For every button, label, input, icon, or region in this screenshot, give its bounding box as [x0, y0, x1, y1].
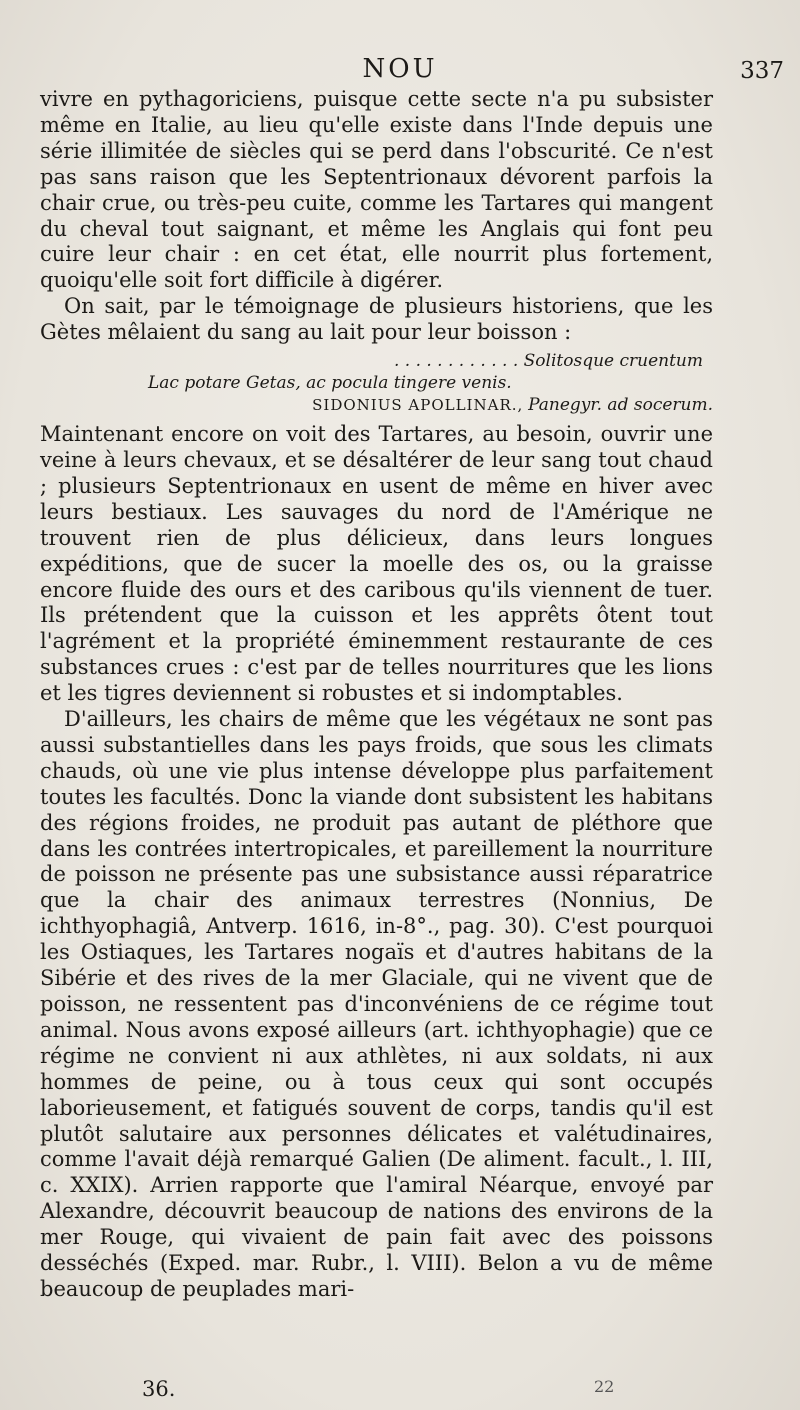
quote-author: SIDONIUS APOLLINAR.,	[312, 396, 524, 415]
running-head: NOU	[362, 54, 438, 84]
quote-line-2: Lac potare Getas, ac pocula tingere venis.	[148, 373, 512, 394]
body-text	[40, 87, 713, 1303]
page-number: 337	[740, 58, 784, 84]
paragraph-4: D'ailleurs, les chairs de même que les végétaux ne sont pas aussi substantielles dans les pays froids, que sous les climats chauds, où une vie plus intense développe plus parfaitement toutes les facultés. Donc la viande dont subsistent les habitans des régions froides, ne produit pas autant de pléthore que dans les contrées intertropicales, et pareillement la nourriture de poisson ne présente pas une subsistance aussi réparatrice que la chair des animaux terrestres (Nonnius, De ichthyophagiâ, Antverp. 1616, in-8°., pag. 30). C'est pourquoi les Ostiaques, les Tartares nogaïs et d'autres habitans de la Sibérie et des rives de la mer Glaciale, qui ne vivent que de poisson, ne ressentent pas d'inconvéniens de ce régime tout animal. Nous avons exposé ailleurs (art. ichthyophagie) que ce régime ne convient ni aux athlètes, ni aux soldats, ni aux hommes de peine, ou à tous ceux qui sont occupés laborieusement, et fatigués souvent de corps, tandis qu'il est plutôt salutaire aux personnes délicates et valétudinaires, comme l'avait déjà remarqué Galien (De aliment. facult., l. III, c. XXIX). Arrien rapporte que l'amiral Néarque, envoyé par Alexandre, découvrit beaucoup de nations des environs de la mer Rouge, qui vivaient de pain fait avec des poissons desséchés (Exped. mar. Rubr., l. VIII). Belon a vu de même beaucoup de peuplades mari-	[40, 707, 713, 1301]
quote-citation	[40, 394, 713, 416]
latin-quotation	[40, 350, 713, 416]
quote-work: Panegyr. ad socerum.	[528, 395, 713, 416]
paragraph-1: vivre en pythagoriciens, puisque cette secte n'a pu subsister même en Italie, au lieu qu'elle existe dans l'Inde depuis une série illimitée de siècles qui se perd dans l'obscurité. Ce n'est pas sans raison que les Septentrionaux dévorent parfois la chair crue, ou très-peu cuite, comme les Tartares qui mangent du cheval tout saignant, et même les Anglais qui font peu cuire leur chair : en cet état, elle nourrit plus fortement, quoiqu'elle soit fort difficile à digérer.	[40, 87, 713, 293]
sheet-number: 22	[594, 1377, 615, 1396]
paragraph-2: On sait, par le témoignage de plusieurs historiens, que les Gètes mêlaient du sang au lait pour leur boisson :	[40, 294, 713, 345]
signature-mark: 36.	[142, 1377, 176, 1401]
paragraph-3: Maintenant encore on voit des Tartares, au besoin, ouvrir une veine à leurs chevaux, et se désaltérer de leur sang tout chaud ; plusieurs Septentrionaux en usent de même en hiver avec leurs bestiaux. Les sauvages du nord de l'Amérique ne trouvent rien de plus délicieux, dans leurs longues expéditions, que de sucer la moelle des os, ou la graisse encore fluide des ours et des caribous qu'ils viennent de tuer. Ils prétendent que la cuisson et les apprêts ôtent tout l'agrément et la propriété éminemment restaurante de ces substances crues : c'est par de telles nourritures que les lions et les tigres deviennent si robustes et si indomptables.	[40, 422, 713, 706]
quote-line-1: . . . . . . . . . . . . Solitosque cruentum	[393, 351, 703, 372]
